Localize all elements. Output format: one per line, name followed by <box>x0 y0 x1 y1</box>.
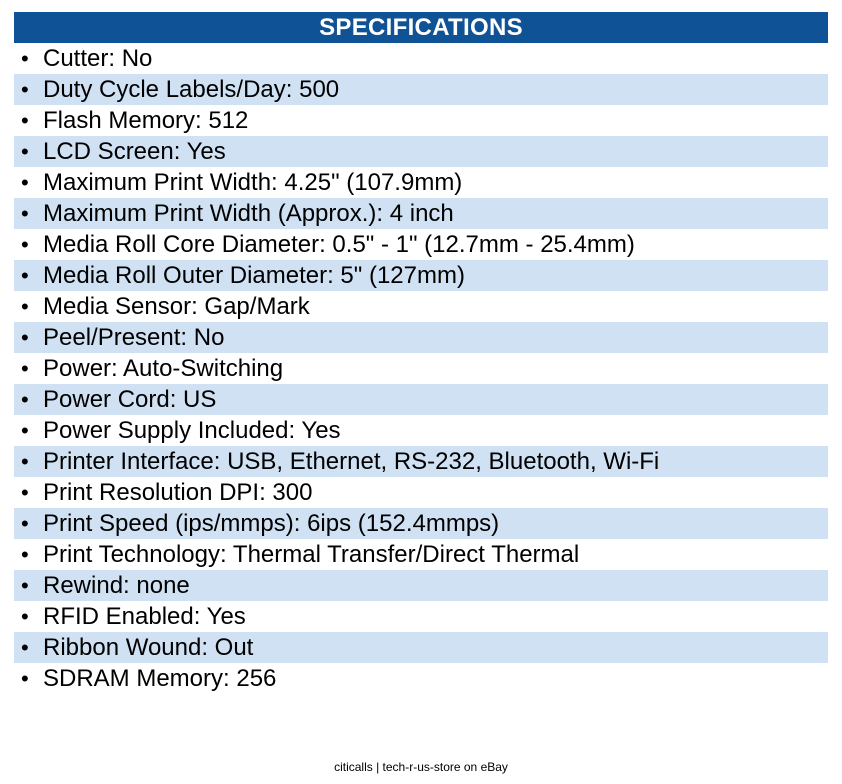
spec-row <box>14 384 828 415</box>
spec-text: Media Roll Outer Diameter: 5" (127mm) <box>43 262 465 289</box>
bullet-icon: • <box>21 666 29 691</box>
spec-row <box>14 74 828 105</box>
spec-row <box>14 477 828 508</box>
bullet-icon: • <box>21 573 29 598</box>
spec-text: RFID Enabled: Yes <box>43 603 246 630</box>
spec-text: Print Speed (ips/mmps): 6ips (152.4mmps) <box>43 510 500 537</box>
spec-row <box>14 229 828 260</box>
spec-row <box>14 43 828 74</box>
spec-text: Power: Auto-Switching <box>43 355 284 382</box>
bullet-icon: • <box>21 418 29 443</box>
spec-text: Media Sensor: Gap/Mark <box>43 293 310 320</box>
spec-text: Peel/Present: No <box>43 324 225 351</box>
spec-text: SDRAM Memory: 256 <box>43 665 277 692</box>
spec-row <box>14 105 828 136</box>
spec-text: Cutter: No <box>43 45 153 72</box>
spec-text: Power Supply Included: Yes <box>43 417 341 444</box>
bullet-icon: • <box>21 108 29 133</box>
bullet-icon: • <box>21 356 29 381</box>
spec-text: LCD Screen: Yes <box>43 138 226 165</box>
spec-row <box>14 198 828 229</box>
spec-text: Maximum Print Width: 4.25" (107.9mm) <box>43 169 463 196</box>
bullet-icon: • <box>21 263 29 288</box>
spec-row <box>14 570 828 601</box>
bullet-icon: • <box>21 325 29 350</box>
bullet-icon: • <box>21 294 29 319</box>
bullet-icon: • <box>21 139 29 164</box>
spec-row <box>14 415 828 446</box>
spec-text: Print Technology: Thermal Transfer/Direct Thermal <box>43 541 580 568</box>
bullet-icon: • <box>21 511 29 536</box>
spec-text: Printer Interface: USB, Ethernet, RS-232, Bluetooth, Wi-Fi <box>43 448 660 475</box>
spec-row <box>14 291 828 322</box>
bullet-icon: • <box>21 449 29 474</box>
specifications-header: SPECIFICATIONS <box>14 12 828 43</box>
spec-row <box>14 167 828 198</box>
spec-text: Ribbon Wound: Out <box>43 634 254 661</box>
spec-text: Maximum Print Width (Approx.): 4 inch <box>43 200 454 227</box>
spec-text: Rewind: none <box>43 572 190 599</box>
spec-row <box>14 663 828 694</box>
spec-row <box>14 539 828 570</box>
spec-row <box>14 322 828 353</box>
spec-row <box>14 260 828 291</box>
spec-row <box>14 136 828 167</box>
spec-row <box>14 508 828 539</box>
bullet-icon: • <box>21 480 29 505</box>
bullet-icon: • <box>21 46 29 71</box>
spec-row <box>14 632 828 663</box>
spec-row <box>14 601 828 632</box>
spec-text: Flash Memory: 512 <box>43 107 249 134</box>
spec-list <box>14 43 828 694</box>
bullet-icon: • <box>21 542 29 567</box>
spec-text: Print Resolution DPI: 300 <box>43 479 313 506</box>
bullet-icon: • <box>21 77 29 102</box>
bullet-icon: • <box>21 387 29 412</box>
spec-text: Media Roll Core Diameter: 0.5" - 1" (12.7mm - 25.4mm) <box>43 231 635 258</box>
footer-credit: citicalls | tech-r-us-store on eBay <box>334 760 508 774</box>
specifications-panel <box>14 12 828 694</box>
bullet-icon: • <box>21 604 29 629</box>
spec-row <box>14 446 828 477</box>
spec-text: Power Cord: US <box>43 386 217 413</box>
bullet-icon: • <box>21 201 29 226</box>
bullet-icon: • <box>21 170 29 195</box>
spec-row <box>14 353 828 384</box>
spec-text: Duty Cycle Labels/Day: 500 <box>43 76 340 103</box>
bullet-icon: • <box>21 232 29 257</box>
bullet-icon: • <box>21 635 29 660</box>
